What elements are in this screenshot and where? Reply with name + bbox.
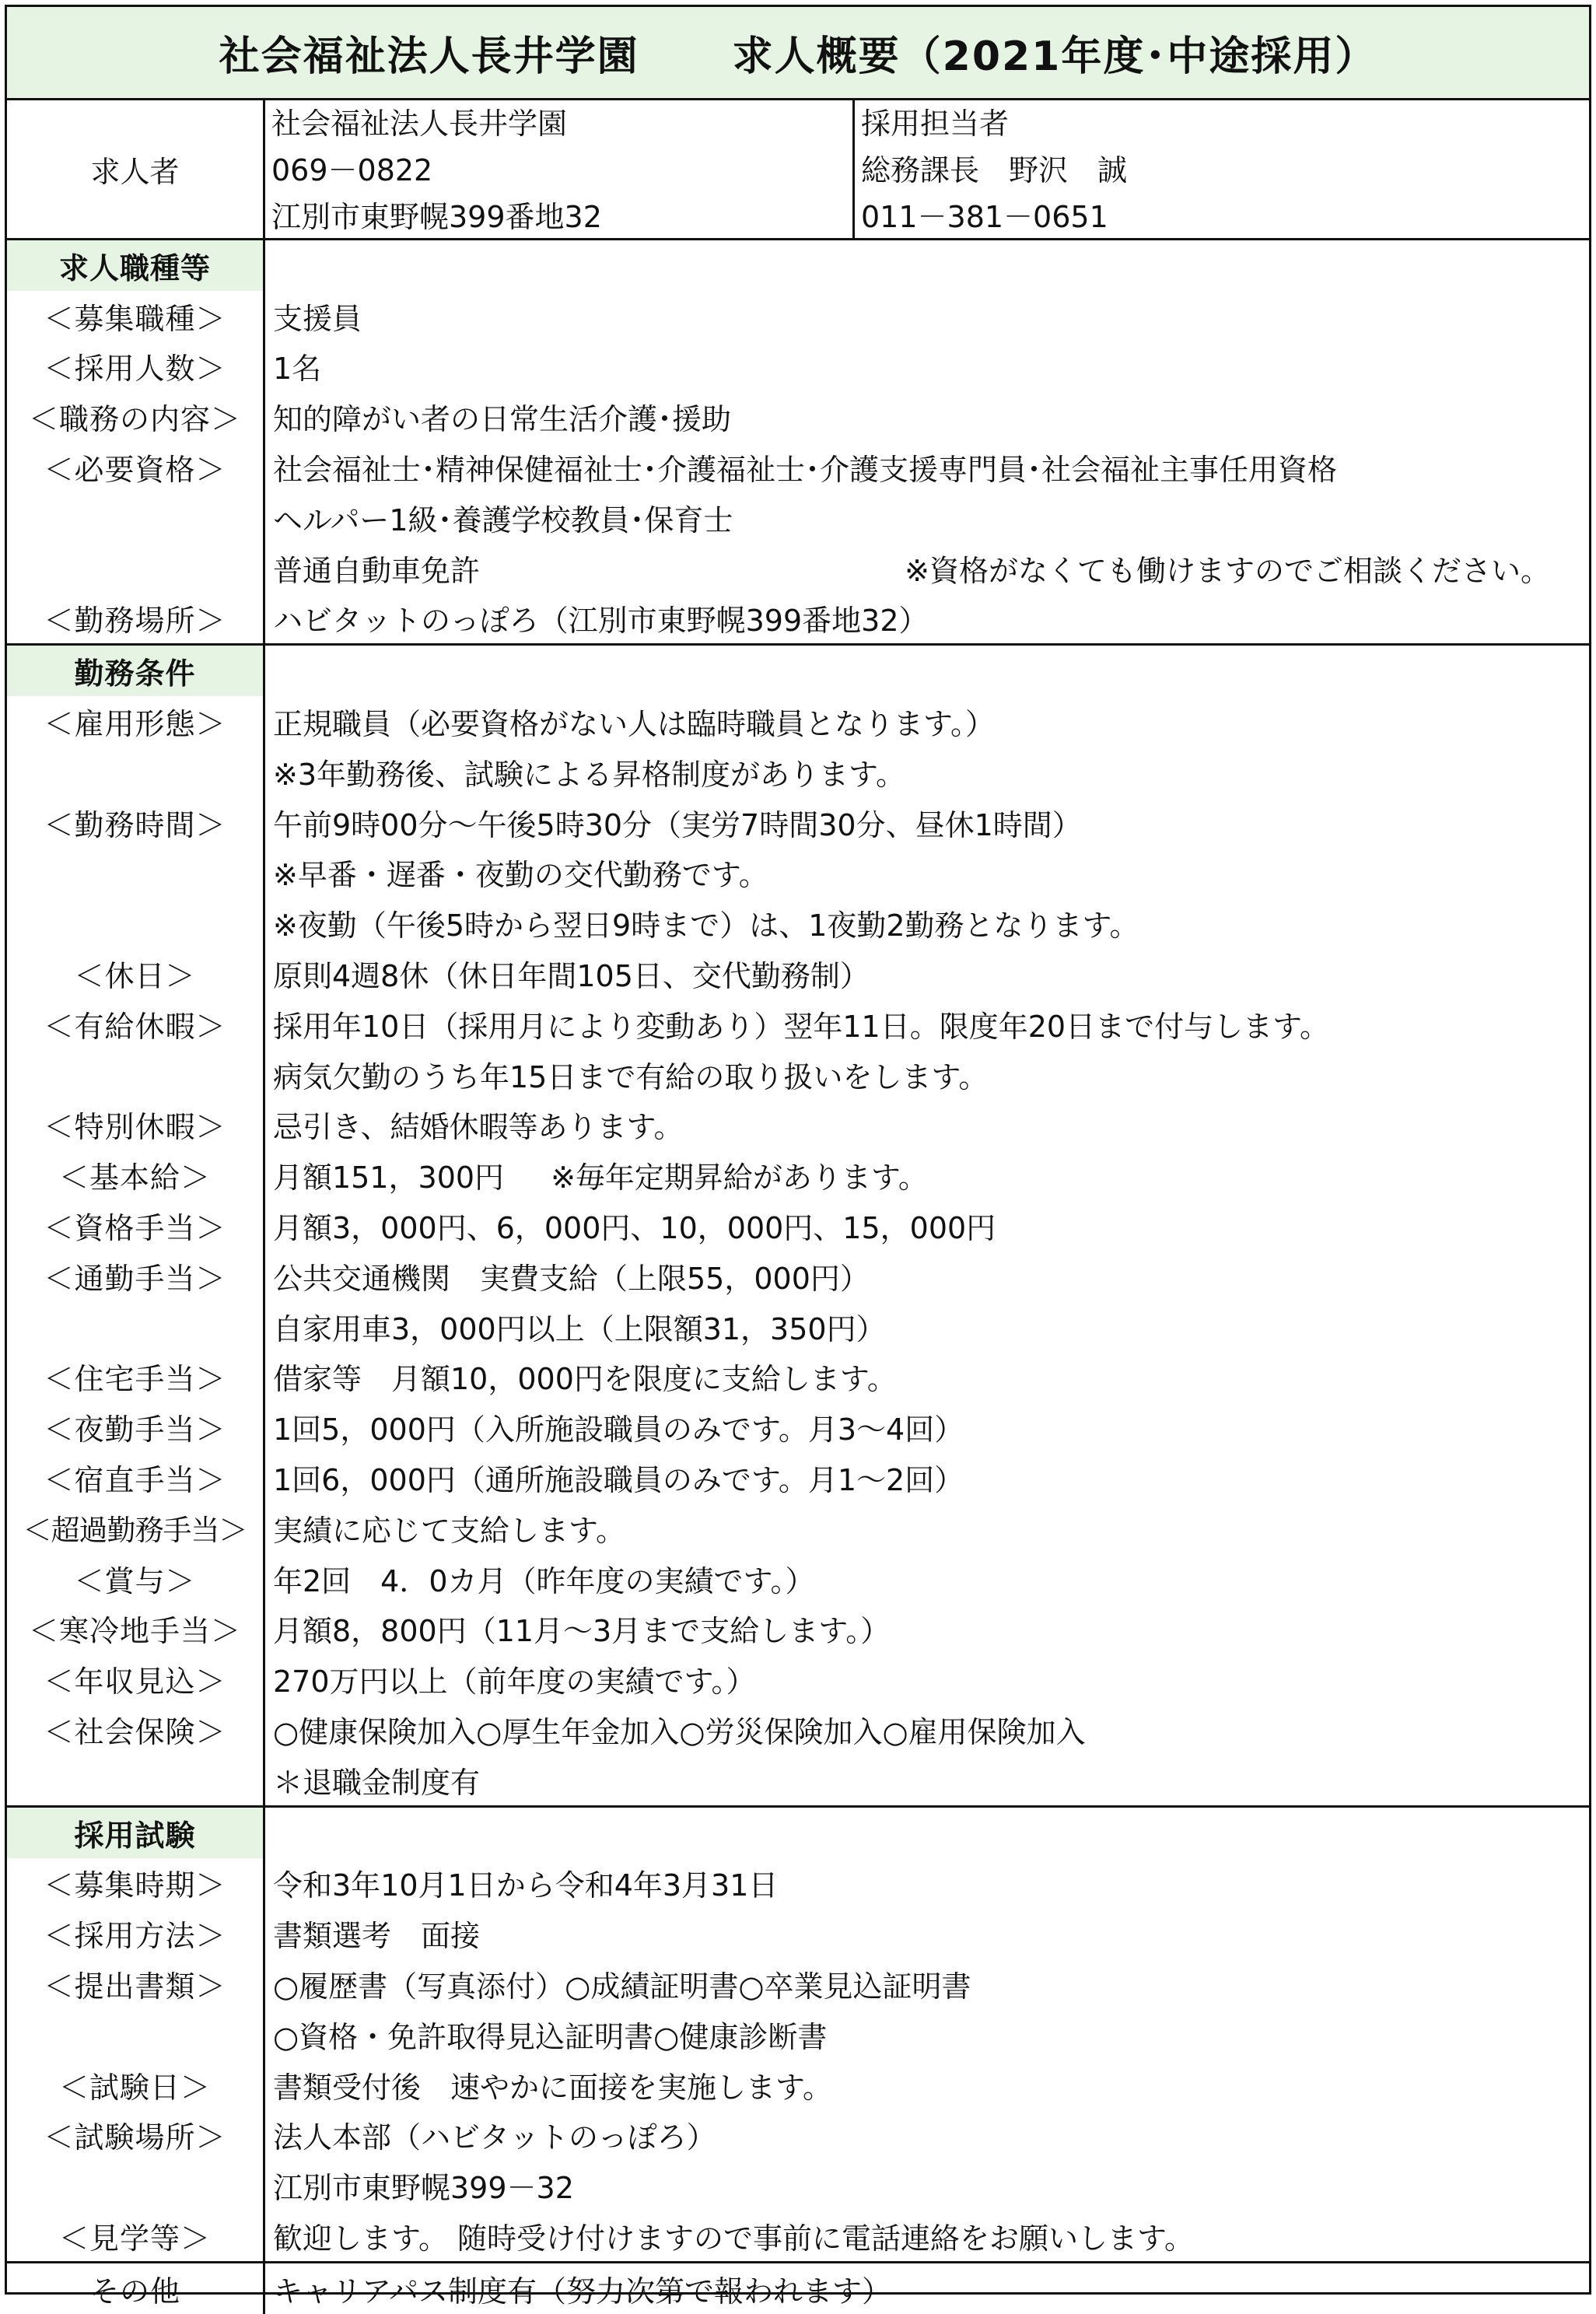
row-label <box>7 898 265 948</box>
row-value: 社会福祉士･精神保健福祉士･介護福祉士･介護支援専門員･社会福祉主事任用資格 <box>273 453 1338 488</box>
row-label: ＜社会保険＞ <box>7 1704 265 1755</box>
table-row <box>7 341 1589 392</box>
employer-label: 求人者 <box>7 100 265 238</box>
row-value: 年2回 4．0カ月（昨年度の実績です。） <box>273 1563 815 1598</box>
row-value: 正規職員（必要資格がない人は臨時職員となります。） <box>273 707 995 742</box>
row-value: 採用年10日（採用月により変動あり）翌年11日。限度年20日まで付与します。 <box>273 1009 1330 1044</box>
row-label: ＜採用方法＞ <box>7 1908 265 1959</box>
row-value: ※夜勤（午後5時から翌日9時まで）は、1夜勤2勤務となります。 <box>273 908 1139 943</box>
employer-postal: 069－0822 <box>271 153 433 187</box>
row-label: ＜住宅手当＞ <box>7 1352 265 1402</box>
table-row <box>7 1604 1589 1654</box>
row-label: ＜勤務時間＞ <box>7 797 265 848</box>
row-label: その他 <box>7 2263 265 2314</box>
table-row <box>7 1200 1589 1251</box>
row-label <box>7 1755 265 1805</box>
table-row <box>7 2109 1589 2160</box>
row-label: ＜試験日＞ <box>7 2060 265 2110</box>
row-value: 1回5，000円（入所施設職員のみです。月3～4回） <box>273 1413 964 1448</box>
row-value: 江別市東野幌399－32 <box>273 2171 574 2206</box>
row-value: 270万円以上（前年度の実績です。） <box>273 1665 756 1700</box>
table-row <box>7 1959 1589 2009</box>
row-label: ＜特別休暇＞ <box>7 1100 265 1150</box>
row-value: 借家等 月額10，000円を限度に支給します。 <box>273 1362 897 1397</box>
table-row <box>7 593 1589 644</box>
table-row <box>7 1858 1589 1909</box>
contact-phone: 011－381－0651 <box>861 200 1108 234</box>
table-row <box>7 2160 1589 2211</box>
table-row <box>7 1908 1589 1959</box>
row-label: ＜宿直手当＞ <box>7 1452 265 1503</box>
row-value: 令和3年10月1日から令和4年3月31日 <box>273 1868 779 1903</box>
row-label: ＜年収見込＞ <box>7 1654 265 1704</box>
row-label <box>7 1049 265 1100</box>
row-label <box>7 543 265 593</box>
row-label: ＜賞与＞ <box>7 1553 265 1604</box>
row-label: ＜募集時期＞ <box>7 1858 265 1909</box>
row-value: 月額3，000円、6，000円、10，000円、15，000円 <box>273 1211 996 1246</box>
row-label: ＜見学等＞ <box>7 2211 265 2261</box>
section-header: 求人職種等 <box>7 240 265 291</box>
row-value: 月額151，300円 <box>273 1161 505 1196</box>
table-row <box>7 1755 1589 1805</box>
row-label <box>7 1301 265 1352</box>
table-row <box>7 1251 1589 1301</box>
row-value: ヘルパー1級･養護学校教員･保育士 <box>273 502 733 537</box>
title-org: 社会福祉法人長井学園 <box>219 33 639 80</box>
row-label: ＜超過勤務手当＞ <box>7 1503 265 1553</box>
row-label: ＜資格手当＞ <box>7 1200 265 1251</box>
table-row <box>7 1402 1589 1452</box>
row-label: ＜夜勤手当＞ <box>7 1402 265 1452</box>
employer-address-cell <box>265 100 855 238</box>
row-label: ＜必要資格＞ <box>7 442 265 492</box>
table-row <box>7 797 1589 848</box>
section-header: 採用試験 <box>7 1808 265 1858</box>
table-row <box>7 442 1589 492</box>
section-header: 勤務条件 <box>7 646 265 696</box>
table-row <box>7 1049 1589 1100</box>
row-value: 書類選考 面接 <box>273 1919 481 1954</box>
row-label: ＜提出書類＞ <box>7 1959 265 2009</box>
row-value: 病気欠勤のうち年15日まで有給の取り扱いをします。 <box>273 1059 989 1094</box>
table-row <box>7 848 1589 898</box>
row-label: ＜職務の内容＞ <box>7 391 265 442</box>
row-value: ＊退職金制度有 <box>273 1765 481 1800</box>
salary-raise-note: ※毎年定期昇給があります。 <box>551 1161 928 1196</box>
table-row <box>7 1553 1589 1604</box>
row-value: 1名 <box>273 352 322 387</box>
row-label <box>7 2009 265 2060</box>
document-title <box>7 7 1589 100</box>
row-value: 1回6，000円（通所施設職員のみです。月1～2回） <box>273 1463 964 1498</box>
section-other <box>7 2263 1589 2314</box>
row-value: 自家用車3，000円以上（上限額31，350円） <box>273 1311 886 1346</box>
row-value: 公共交通機関 実費支給（上限55，000円） <box>273 1261 870 1296</box>
section-job <box>7 240 1589 646</box>
section-exam <box>7 1808 1589 2263</box>
row-value: 午前9時00分～午後5時30分（実労7時間30分、昼休1時間） <box>273 807 1082 842</box>
employer-block <box>7 100 1589 240</box>
row-label: ＜採用人数＞ <box>7 341 265 392</box>
table-row <box>7 1150 1589 1200</box>
row-value: 法人本部（ハビタットのっぽろ） <box>273 2120 716 2155</box>
table-row <box>7 391 1589 442</box>
row-label: ＜休日＞ <box>7 948 265 999</box>
row-label <box>7 747 265 797</box>
table-row <box>7 2060 1589 2110</box>
row-value: ○健康保険加入○厚生年金加入○労災保険加入○雇用保険加入 <box>273 1715 1086 1749</box>
employer-address: 江別市東野幌399番地32 <box>271 200 602 234</box>
table-row <box>7 948 1589 999</box>
row-value: ○資格・免許取得見込証明書○健康診断書 <box>273 2019 828 2054</box>
row-label <box>7 848 265 898</box>
row-value: ※3年勤務後、試験による昇格制度があります。 <box>273 757 905 792</box>
section-header-row <box>7 240 1589 291</box>
row-value: 書類受付後 速やかに面接を実施します。 <box>273 2070 832 2105</box>
contact-title: 採用担当者 <box>861 107 1010 141</box>
table-row <box>7 2263 1589 2314</box>
employer-contact-cell <box>855 100 1589 238</box>
row-value: 普通自動車免許 <box>273 553 481 588</box>
section-header-row <box>7 1808 1589 1858</box>
table-row <box>7 696 1589 747</box>
table-row <box>7 1654 1589 1704</box>
contact-person: 総務課長 野沢 誠 <box>861 153 1128 187</box>
row-label: ＜試験場所＞ <box>7 2109 265 2160</box>
title-summary: 求人概要（2021年度･中途採用） <box>732 33 1377 80</box>
row-label <box>7 492 265 543</box>
row-value: 支援員 <box>273 301 362 336</box>
row-value: キャリアパス制度有（努力次第で報われます） <box>273 2274 891 2309</box>
employer-name: 社会福祉法人長井学園 <box>271 107 568 141</box>
row-value: 原則4週8休（休日年間105日、交代勤務制） <box>273 959 870 994</box>
row-value: ※早番・遅番・夜勤の交代勤務です。 <box>273 858 768 893</box>
table-row <box>7 1704 1589 1755</box>
row-value: ○履歴書（写真添付）○成績証明書○卒業見込証明書 <box>273 1969 971 2004</box>
table-row <box>7 492 1589 543</box>
table-row <box>7 747 1589 797</box>
row-label: ＜寒冷地手当＞ <box>7 1604 265 1654</box>
row-label: ＜基本給＞ <box>7 1150 265 1200</box>
row-value: 月額8，800円（11月～3月まで支給します。） <box>273 1614 891 1649</box>
row-label <box>7 2160 265 2211</box>
row-value: 歓迎します。 随時受け付けますので事前に電話連絡をお願いします。 <box>273 2221 1195 2256</box>
qualification-note: ※資格がなくても働けますのでご相談ください。 <box>905 553 1550 588</box>
row-label: ＜雇用形態＞ <box>7 696 265 747</box>
section-header-row <box>7 646 1589 696</box>
row-value: 実績に応じて支給します。 <box>273 1513 625 1548</box>
table-row <box>7 1503 1589 1553</box>
row-label: ＜通勤手当＞ <box>7 1251 265 1301</box>
table-row <box>7 898 1589 948</box>
table-row <box>7 1352 1589 1402</box>
table-row <box>7 2211 1589 2261</box>
row-value: 知的障がい者の日常生活介護･援助 <box>273 402 732 437</box>
row-value: 忌引き、結婚休暇等あります。 <box>273 1110 684 1145</box>
row-value: ハビタットのっぽろ（江別市東野幌399番地32） <box>273 604 929 639</box>
table-row <box>7 1452 1589 1503</box>
table-row <box>7 291 1589 341</box>
section-conditions <box>7 646 1589 1807</box>
table-row <box>7 2009 1589 2060</box>
table-row <box>7 1100 1589 1150</box>
table-row <box>7 1301 1589 1352</box>
table-row <box>7 543 1589 593</box>
row-label: ＜有給休暇＞ <box>7 999 265 1049</box>
row-label: ＜募集職種＞ <box>7 291 265 341</box>
row-label: ＜勤務場所＞ <box>7 593 265 644</box>
recruitment-summary-sheet <box>5 5 1591 2309</box>
table-row <box>7 999 1589 1049</box>
